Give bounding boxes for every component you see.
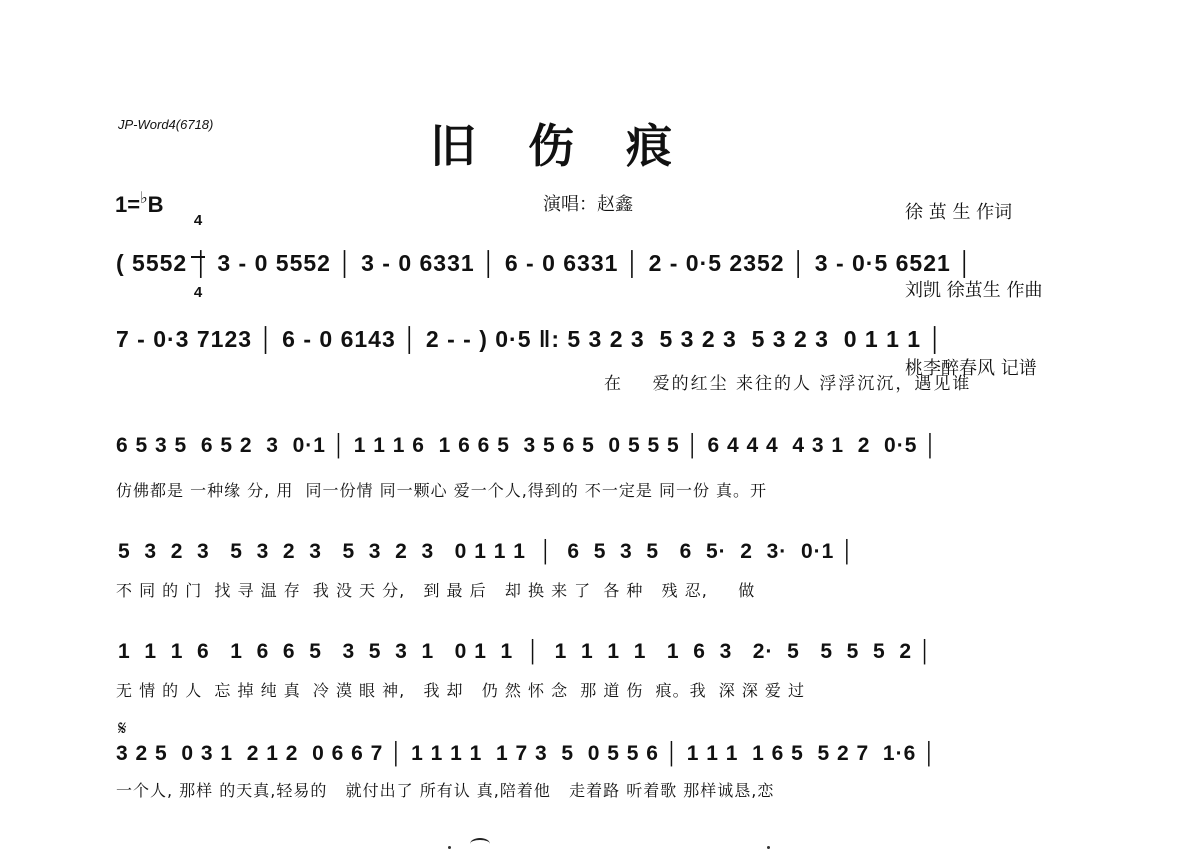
transcriber-credit: 桃李醉春风 记谱 — [905, 358, 1037, 379]
lyrics-line-6: 一个人, 那样 的天真,轻易的 就付出了 所有认 真,陪着他 走着路 听着歌 那样诚恳,恋 — [116, 781, 775, 800]
song-title: 旧伤痕 — [430, 119, 724, 173]
notation-line-6: 3 2 5 0 3 1 2 1 2 0 6 6 7 │ 1 1 1 1 1 7 3 5 0 5 5 6 │ 1 1 1 1 6 5 5 2 7 1·6 │ — [116, 742, 938, 765]
lyrics-line-3: 仿佛都是 一种缘 分, 用 同一份情 同一颗心 爱一个人,得到的 不一定是 同一份 真。开 — [116, 481, 768, 500]
notation-line-4: 5 3 2 3 5 3 2 3 5 3 2 3 0 1 1 1 │ 6 5 3 5 6 5· 2 3· 0·1 │ — [118, 540, 856, 563]
notation-line-2: 7 - 0·3 7123 │ 6 - 0 6143 │ 2 - - ) 0·5 ‖: 5 3 2 3 5 3 2 3 5 3 2 3 0 1 1 1 │ — [116, 326, 944, 352]
key-signature — [115, 188, 164, 218]
singer-credit: 演唱：赵鑫 — [543, 194, 633, 215]
key-prefix: 1= — [115, 192, 141, 217]
time-bottom: 4 — [193, 284, 203, 301]
lyrics-line-4: 不 同 的 门 找 寻 温 存 我 没 天 分, 到 最 后 却 换 来 了 各 种 残 忍, 做 — [116, 581, 756, 600]
notation-line-1: ( 5552 │ 3 - 0 5552 │ 3 - 0 6331 │ 6 - 0 6331 │ 2 - 0·5 2352 │ 3 - 0·5 6521 │ — [116, 250, 974, 276]
notation-line-3: 6 5 3 5 6 5 2 3 0·1 │ 1 1 1 6 1 6 6 5 3 5 6 5 0 5 5 5 │ 6 4 4 4 4 3 1 2 0·5 │ — [116, 434, 939, 457]
time-top: 4 — [193, 212, 203, 229]
segno-icon: 𝄋 — [118, 716, 127, 740]
dot-mark — [448, 846, 451, 849]
notation-line-5: 1 1 1 6 1 6 6 5 3 5 3 1 0 1 1 │ 1 1 1 1 1 6 3 2· 5 5 5 5 2 │ — [118, 640, 933, 663]
flat-icon: ♭ — [140, 190, 148, 207]
composer-credit: 刘凯 徐茧生 作曲 — [905, 280, 1043, 301]
software-version: JP-Word4(6718) — [118, 117, 214, 132]
lyricist-credit: 徐 茧 生 作词 — [905, 202, 1013, 223]
lyrics-line-2: 在 爱的红尘 来往的人 浮浮沉沉，遇见谁 — [604, 374, 972, 394]
tie-mark-icon — [470, 838, 490, 850]
lyrics-line-5: 无 情 的 人 忘 掉 纯 真 冷 漠 眼 神, 我 却 仍 然 怀 念 那 道 伤 痕。我 深 深 爱 过 — [116, 681, 806, 700]
key-note: B — [147, 192, 164, 217]
dot-mark — [767, 846, 770, 849]
